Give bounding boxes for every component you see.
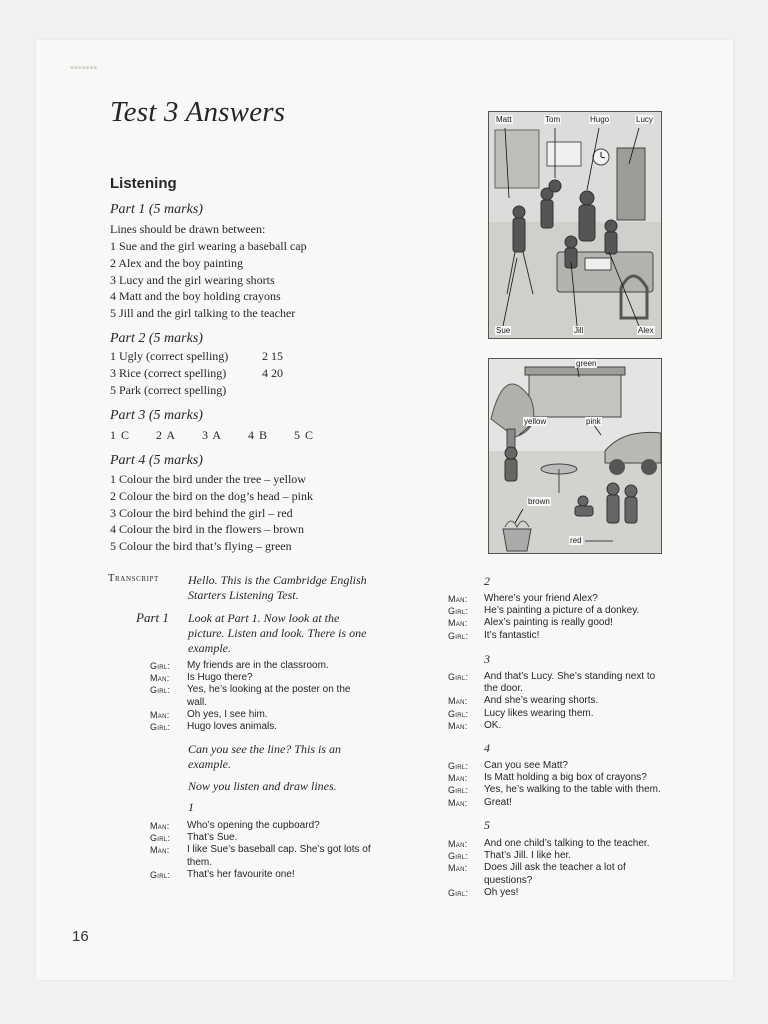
classroom-illustration-icon	[489, 112, 661, 338]
dialogue-line: Yes, he’s walking to the table with them.	[484, 784, 661, 796]
dialogue-line: That’s Sue.	[187, 832, 238, 844]
label-pink: pink	[586, 417, 601, 426]
speaker-label: Girl:	[448, 851, 469, 862]
part1-item: 3 Lucy and the girl wearing shorts	[110, 272, 275, 287]
speaker-label: Girl:	[448, 606, 469, 617]
dialogue-line: And that’s Lucy. She’s standing next to	[484, 671, 656, 682]
prompt-line-2: example.	[188, 757, 231, 771]
bleed-through-text: ▪▪▪▪▪▪▪	[70, 62, 98, 74]
part4-heading: Part 4 (5 marks)	[110, 453, 203, 468]
transcript-intro-1: Hello. This is the Cambridge English	[188, 573, 367, 587]
speaker-label: Girl:	[448, 672, 469, 682]
part4-item: 3 Colour the bird behind the girl – red	[110, 505, 293, 520]
dialogue-line: Yes, he’s looking at the poster on the	[187, 684, 351, 696]
speaker-label: Man:	[448, 839, 468, 849]
part1-intro: Lines should be drawn between:	[110, 222, 266, 236]
part2-answer: 3 Rice (correct spelling)	[110, 366, 227, 380]
dialogue-line: Is Matt holding a big box of crayons?	[484, 772, 647, 784]
dialogue-line: Does Jill ask the teacher a lot of	[484, 862, 626, 874]
speaker-label: Girl:	[150, 661, 171, 671]
label-jill: Jill	[574, 326, 584, 335]
dialogue-line: That’s Jill. I like her.	[484, 850, 572, 862]
question-2-number: 2	[484, 574, 490, 588]
speaker-label: Man:	[150, 673, 170, 684]
classroom-picture	[488, 111, 662, 339]
dialogue-line: Oh yes, I see him.	[187, 708, 268, 720]
dialogue-line: Lucy likes wearing them.	[484, 707, 594, 719]
part3-answer: 4 B	[248, 428, 269, 442]
part1-item: 1 Sue and the girl wearing a baseball cap	[110, 239, 307, 253]
dialogue-line: OK.	[484, 719, 502, 731]
part4-item: 4 Colour the bird in the flowers – brown	[110, 522, 304, 537]
part3-answer: 3 A	[202, 428, 223, 442]
transcript-part-intro-1: Look at Part 1. Now look at the	[188, 611, 340, 625]
part2-answer: 1 Ugly (correct spelling)	[110, 349, 229, 363]
label-green: green	[576, 359, 597, 368]
dialogue-line: Where’s your friend Alex?	[484, 593, 598, 604]
speaker-label: Man:	[448, 797, 468, 808]
park-picture	[488, 358, 662, 554]
part1-item: 5 Jill and the girl talking to the teacher	[110, 306, 296, 321]
speaker-label: Girl:	[448, 785, 469, 796]
dialogue-line: My friends are in the classroom.	[187, 660, 329, 671]
label-matt: Matt	[496, 115, 512, 124]
label-yellow: yellow	[524, 417, 547, 426]
page-title: Test 3 Answers	[110, 96, 286, 128]
dialogue-line: I like Sue’s baseball cap. She’s got lots of	[187, 844, 371, 856]
question-3-number: 3	[484, 652, 490, 666]
speaker-label: Girl:	[448, 708, 469, 719]
dialogue-line: wall.	[187, 696, 208, 708]
speaker-label: Man:	[150, 845, 170, 856]
label-hugo: Hugo	[590, 115, 610, 124]
label-alex: Alex	[638, 326, 654, 335]
label-red: red	[570, 536, 582, 545]
part1-item: 4 Matt and the boy holding crayons	[110, 289, 281, 304]
dialogue-line: Is Hugo there?	[187, 672, 253, 684]
part1-item: 2 Alex and the boy painting	[110, 255, 243, 270]
speaker-label: Man:	[448, 618, 468, 629]
speaker-label: Girl:	[150, 722, 171, 732]
dialogue-line: the door.	[484, 683, 523, 695]
dialogue-line: Can you see Matt?	[484, 760, 568, 771]
transcript-part-intro-3: example.	[188, 641, 231, 655]
speaker-label: Man:	[448, 773, 468, 784]
part4-item: 1 Colour the bird under the tree – yellow	[110, 472, 306, 486]
dialogue-line: That’s her favourite one!	[187, 868, 295, 880]
dialogue-line: Who’s opening the cupboard?	[187, 820, 320, 831]
part2-heading: Part 2 (5 marks)	[110, 331, 203, 346]
speaker-label: Man:	[448, 696, 468, 707]
prompt-line-1: Can you see the line? This is an	[188, 742, 341, 756]
speaker-label: Girl:	[448, 887, 469, 898]
part2-answer: 2 15	[262, 349, 283, 363]
question-1-number: 1	[188, 800, 194, 814]
section-heading: Listening	[110, 175, 177, 192]
speaker-label: Man:	[448, 863, 468, 874]
question-4-number: 4	[484, 741, 490, 755]
page-number: 16	[72, 928, 89, 945]
label-brown: brown	[528, 497, 550, 506]
label-sue: Sue	[496, 326, 511, 335]
part2-answer: 4 20	[262, 366, 283, 380]
transcript-label: Transcript	[108, 573, 159, 584]
part3-answer: 1 C	[110, 428, 131, 442]
speaker-label: Girl:	[448, 630, 469, 641]
speaker-label: Man:	[448, 720, 468, 731]
label-tom: Tom	[545, 115, 561, 124]
transcript-part-intro-2: picture. Listen and look. There is one	[188, 626, 367, 640]
part2-answer: 5 Park (correct spelling)	[110, 383, 227, 397]
part3-answer: 5 C	[294, 428, 315, 442]
speaker-label: Man:	[150, 709, 170, 720]
dialogue-line: And she’s wearing shorts.	[484, 695, 599, 707]
speaker-label: Girl:	[448, 761, 469, 771]
dialogue-line: He’s painting a picture of a donkey.	[484, 605, 640, 617]
part3-answer: 2 A	[156, 428, 177, 442]
transcript-part-label: Part 1	[136, 610, 169, 625]
question-5-number: 5	[484, 818, 490, 832]
dialogue-line: questions?	[484, 874, 533, 886]
dialogue-line: And one child’s talking to the teacher.	[484, 838, 650, 849]
part1-heading: Part 1 (5 marks)	[110, 202, 203, 217]
part3-heading: Part 3 (5 marks)	[110, 408, 203, 423]
dialogue-line: Great!	[484, 796, 512, 808]
prompt-line-3: Now you listen and draw lines.	[188, 779, 337, 793]
dialogue-line: It’s fantastic!	[484, 629, 540, 641]
transcript-intro-2: Starters Listening Test.	[188, 588, 299, 602]
label-lucy: Lucy	[636, 115, 653, 124]
speaker-label: Girl:	[150, 833, 171, 844]
speaker-label: Man:	[448, 594, 468, 604]
speaker-label: Man:	[150, 821, 170, 831]
speaker-label: Girl:	[150, 685, 171, 696]
dialogue-line: them.	[187, 856, 213, 868]
part4-item: 5 Colour the bird that’s flying – green	[110, 539, 292, 554]
dialogue-line: Alex’s painting is really good!	[484, 617, 613, 629]
dialogue-line: Hugo loves animals.	[187, 721, 278, 732]
speaker-label: Girl:	[150, 869, 171, 880]
part4-item: 2 Colour the bird on the dog’s head – pink	[110, 488, 313, 503]
park-illustration-icon	[489, 359, 661, 553]
dialogue-line: Oh yes!	[484, 886, 519, 898]
